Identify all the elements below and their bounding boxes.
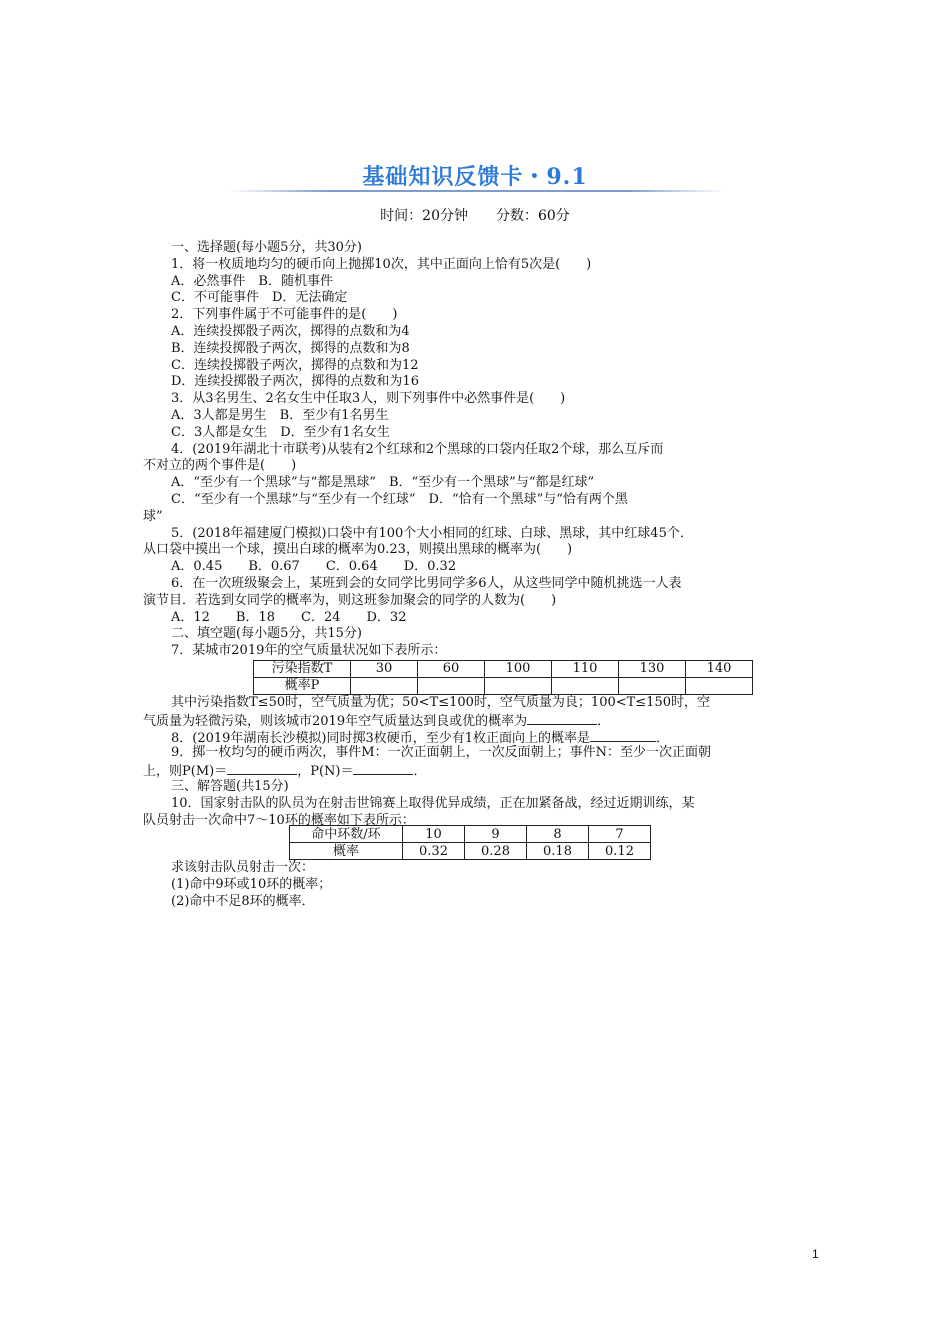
q7-text-line1: 其中污染指数T≤50时，空气质量为优；50<T≤100时，空气质量为良；100<T≤150时，空 — [171, 694, 710, 710]
table-cell: 8 — [527, 826, 589, 843]
air-quality-table — [253, 660, 753, 695]
table-cell: 概率P — [254, 677, 351, 694]
table-cell: 0.28 — [465, 843, 527, 860]
time-score-line: 时间：20分钟 分数：60分 — [380, 208, 570, 224]
page-title: 基础知识反馈卡・9.1 — [362, 164, 588, 190]
q3-options-cd: C．3人都是女生 D．至少有1名女生 — [171, 424, 390, 440]
title-underline — [228, 190, 726, 192]
worksheet-body — [143, 240, 811, 911]
table-cell: 7 — [589, 826, 651, 843]
section2-heading: 二、填空题(每小题5分，共15分) — [171, 626, 362, 642]
table-cell: 概率 — [290, 843, 403, 860]
table-cell: 130 — [619, 660, 686, 677]
table-cell: 30 — [351, 660, 418, 677]
q5-stem-line2: 从口袋中摸出一个球，摸出白球的概率为0.23，则摸出黑球的概率为( ) — [143, 542, 573, 558]
q10-part2: (2)命中不足8环的概率． — [171, 893, 315, 909]
shooting-probability-table — [289, 825, 651, 860]
table-cell: 9 — [465, 826, 527, 843]
q10-stem-line2: 队员射击一次命中7～10环的概率如下表所示： — [143, 812, 415, 828]
q5-stem-line1: 5．(2018年福建厦门模拟)口袋中有100个大小相同的红球、白球、黑球，其中红球45个． — [171, 525, 693, 541]
q4-options-cont: 球” — [143, 508, 163, 524]
q5-options: A．0.45 B．0.67 C．0.64 D．0.32 — [171, 559, 457, 575]
q9-pn-label: ，P(N)＝ — [297, 764, 354, 780]
table-cell — [619, 677, 686, 694]
table-cell: 命中环数/环 — [290, 826, 403, 843]
q1-options-cd: C．不可能事件 D．无法确定 — [171, 290, 348, 306]
table-cell: 60 — [418, 660, 485, 677]
section1-heading: 一、选择题(每小题5分，共30分) — [171, 240, 362, 255]
q3-stem: 3．从3名男生、2名女生中任取3人，则下列事件中必然事件是( ) — [171, 391, 566, 407]
q9-end: ． — [413, 764, 427, 780]
q10-stem-line1: 10．国家射击队的队员为在射击世锦赛上取得优异成绩，正在加紧备战，经过近期训练，某 — [171, 795, 695, 811]
answer-blank-pm[interactable] — [227, 762, 297, 775]
answer-blank[interactable] — [527, 712, 597, 725]
q2-stem: 2．下列事件属于不可能事件的是( ) — [171, 307, 398, 323]
q9-stem-line2 — [143, 762, 811, 779]
q2-option-b: B．连续投掷骰子两次，掷得的点数和为8 — [171, 340, 410, 356]
q2-option-c: C．连续投掷骰子两次，掷得的点数和为12 — [171, 357, 419, 373]
q4-stem-line2: 不对立的两个事件是( ) — [143, 458, 297, 474]
q4-stem-line1: 4．(2019年湖北十市联考)从装有2个红球和2个黑球的口袋内任取2个球，那么互斥而 — [171, 441, 664, 457]
answer-blank-pn[interactable] — [353, 762, 413, 775]
q8-stem-label: 8．(2019年湖南长沙模拟)同时掷3枚硬币，至少有1枚正面向上的概率是 — [171, 730, 591, 746]
q3-options-ab: A．3人都是男生 B．至少有1名男生 — [171, 407, 389, 423]
table-row — [254, 660, 753, 677]
q2-option-a: A．连续投掷骰子两次，掷得的点数和为4 — [171, 323, 410, 339]
table-cell: 110 — [552, 660, 619, 677]
page-number: 1 — [812, 1247, 819, 1261]
q6-stem-line1: 6．在一次班级聚会上，某班到会的女同学比男同学多6人，从这些同学中随机挑选一人表 — [171, 575, 682, 591]
q1-options-ab: A．必然事件 B．随机事件 — [171, 273, 333, 289]
q8-stem: 8．(2019年湖南长沙模拟)同时掷3枚硬币，至少有1枚正面向上的概率是 ． — [171, 730, 670, 746]
q10-part1: (1)命中9环或10环的概率； — [171, 877, 332, 893]
q7-text-line2-label: 气质量为轻微污染，则该城市2019年空气质量达到良或优的概率为 — [143, 713, 528, 729]
q10-ask: 求该射击队员射击一次： — [171, 860, 315, 876]
table-cell: 0.18 — [527, 843, 589, 860]
table-cell: 100 — [485, 660, 552, 677]
q4-options-cd: C．“至少有一个黑球”与“至少有一个红球” D．“恰有一个黑球”与“恰有两个黑 — [171, 491, 628, 507]
q6-options: A．12 B．18 C．24 D．32 — [171, 609, 407, 625]
table-cell — [351, 677, 418, 694]
table-cell — [552, 677, 619, 694]
q4-options-ab: A．“至少有一个黑球”与“都是黑球” B．“至少有一个黑球”与“都是红球” — [171, 475, 595, 491]
table-cell: 10 — [403, 826, 465, 843]
table-cell: 污染指数T — [254, 660, 351, 677]
q6-stem-line2: 演节目．若选到女同学的概率为，则这班参加聚会的同学的人数为( ) — [143, 592, 557, 608]
q7-stem: 7．某城市2019年的空气质量状况如下表所示： — [171, 643, 447, 659]
table-row — [254, 677, 753, 694]
table-cell — [485, 677, 552, 694]
table-cell — [418, 677, 485, 694]
table-cell — [686, 677, 753, 694]
answer-blank[interactable] — [590, 729, 656, 742]
table-cell: 0.32 — [403, 843, 465, 860]
table-cell: 0.12 — [589, 843, 651, 860]
q9-stem-line1: 9．掷一枚均匀的硬币两次，事件M：一次正面朝上，一次反面朝上；事件N：至少一次正面朝 — [171, 745, 711, 761]
section3-heading: 三、解答题(共15分) — [171, 778, 289, 794]
q9-pm-label: 上，则P(M)＝ — [143, 764, 228, 780]
q7-text-line2: 气质量为轻微污染，则该城市2019年空气质量达到良或优的概率为 ． — [143, 713, 611, 729]
table-row — [290, 843, 651, 860]
q1-stem: 1．将一枚质地均匀的硬币向上抛掷10次，其中正面向上恰有5次是( ) — [171, 256, 592, 272]
q2-option-d: D．连续投掷骰子两次，掷得的点数和为16 — [171, 374, 419, 390]
table-row — [290, 826, 651, 843]
table-cell: 140 — [686, 660, 753, 677]
